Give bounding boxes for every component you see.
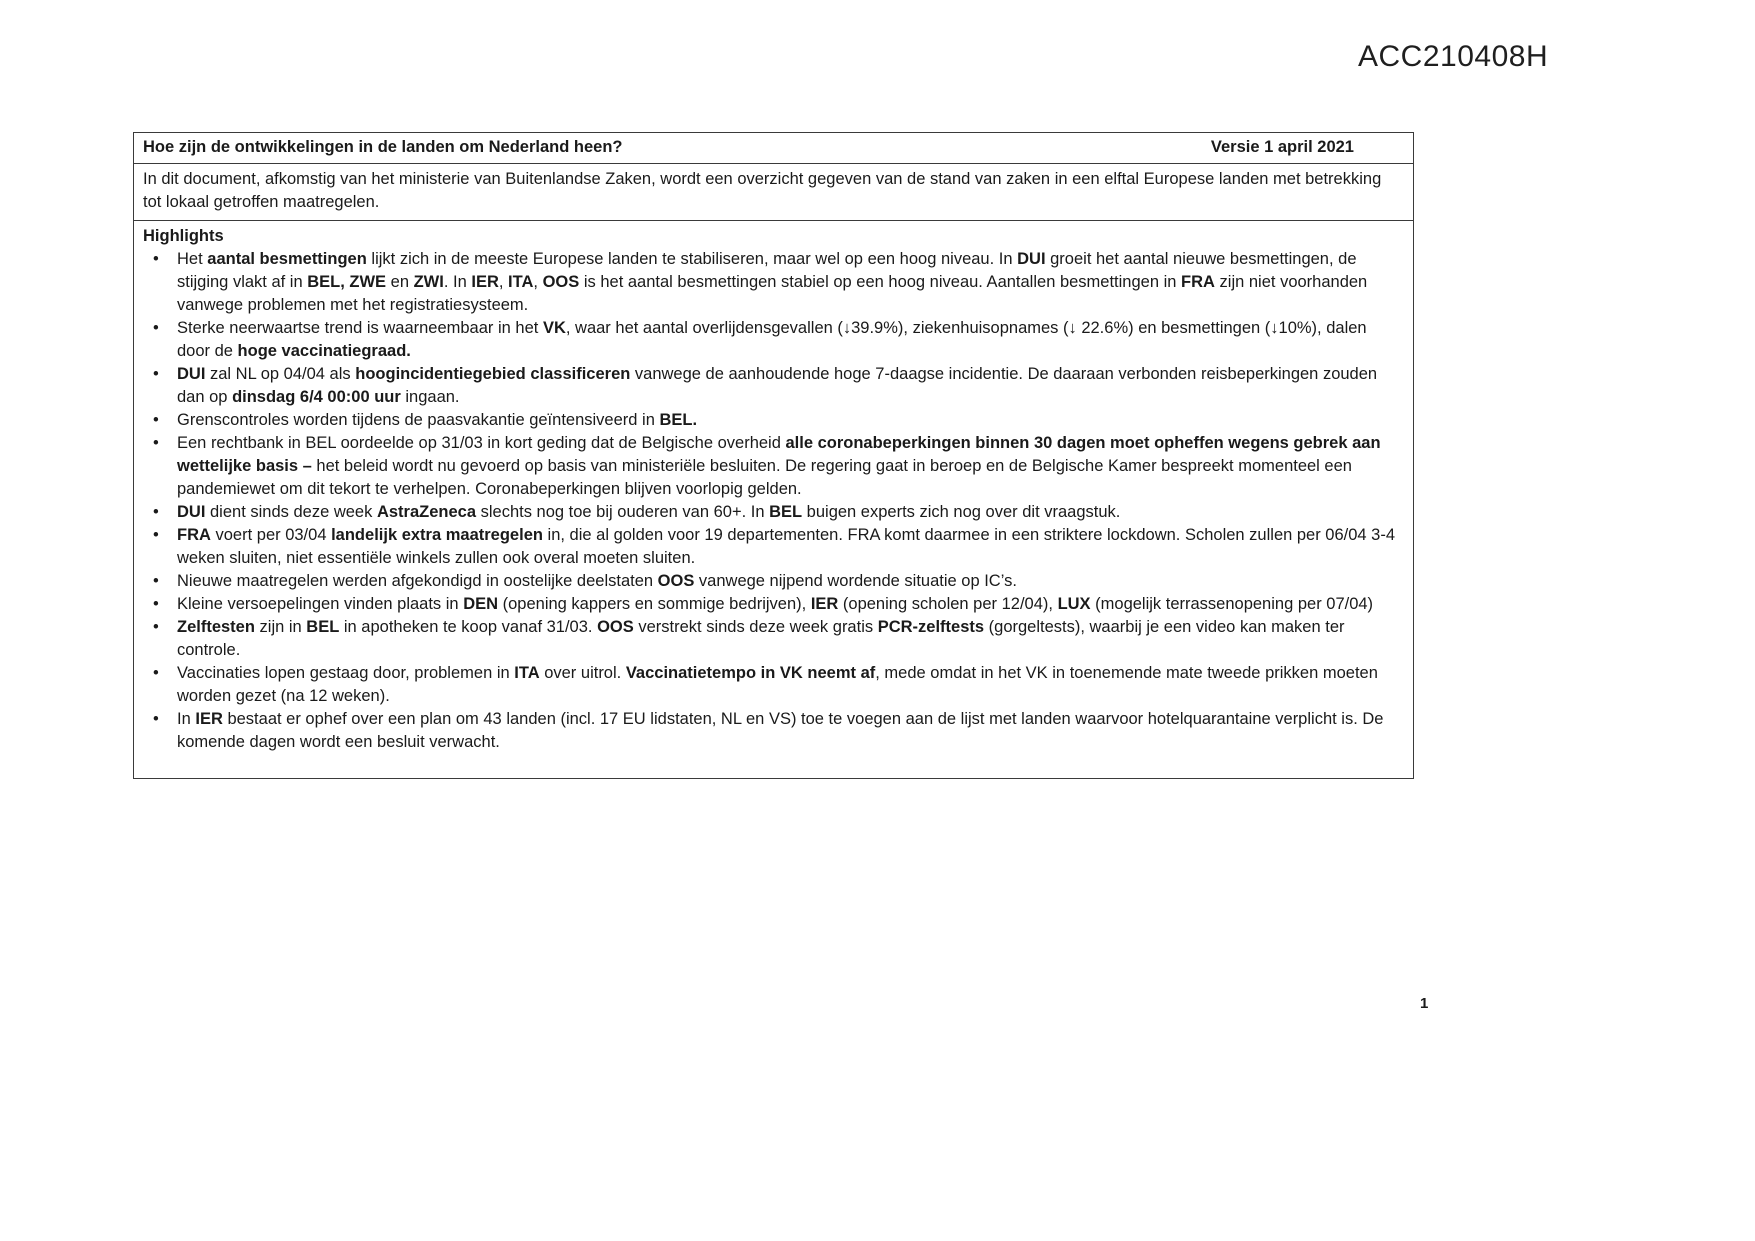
text-segment: over uitrol. [539,664,626,682]
text-segment: OOS [657,572,695,590]
text-segment: Nieuwe maatregelen werden afgekondigd in oostelijke deelstaten [177,572,658,590]
text-segment: hoge vaccinatiegraad. [237,342,411,360]
text-segment: BEL. [659,411,698,429]
text-segment: BEL, ZWE [307,273,387,291]
highlight-bullet [143,593,1404,616]
intro-text: In dit document, afkomstig van het ministerie van Buitenlandse Zaken, wordt een overzicht gegeven van de stand van zaken in een elftal Europese landen met betrekking tot lokaal getroffen maatregelen. [143,170,1382,211]
text-segment: zijn in [254,618,307,636]
text-segment: . In [443,273,472,291]
text-segment: Kleine versoepelingen vinden plaats in [177,595,464,613]
text-segment: dinsdag 6/4 00:00 uur [232,388,401,406]
down-arrow-icon: ↓ [1068,319,1077,337]
highlight-bullet [143,248,1404,317]
highlight-bullet [143,524,1404,570]
report-table [133,132,1414,779]
text-segment: BEL [769,503,803,521]
highlight-bullet [143,616,1404,662]
text-segment: IER [471,273,499,291]
text-segment: verstrekt sinds deze week gratis [633,618,878,636]
highlight-bullet [143,432,1404,501]
text-segment: 10%), dalen door de [177,319,1367,360]
highlights-heading: Highlights [143,227,224,245]
text-segment: , mede omdat in het VK in toenemende mate tweede prikken moeten worden gezet (na 12 weken). [177,664,1378,705]
text-segment: vanwege nijpend wordende situatie op IC’s. [694,572,1017,590]
page-number: 1 [1420,995,1429,1012]
text-segment: OOS [597,618,634,636]
highlight-bullet [143,501,1404,524]
text-segment: PCR-zelftests [877,618,985,636]
version-label: Versie 1 april 2021 [1210,138,1354,156]
text-segment: ingaan. [400,388,460,406]
text-segment: zijn niet voorhanden vanwege problemen met het registratiesysteem. [177,273,1368,314]
text-segment: OOS [542,273,580,291]
text-segment: (opening scholen per 12/04), [838,595,1058,613]
text-segment: voert per 03/04 [210,526,332,544]
text-segment: Vaccinatietempo in VK neemt af [625,664,876,682]
highlights-list [143,248,1404,754]
text-segment: in apotheken te koop vanaf 31/03. [339,618,598,636]
text-segment: ZWI [413,273,444,291]
text-segment: landelijk extra maatregelen [331,526,543,544]
text-segment: DUI [177,365,206,383]
text-segment: alle coronabeperkingen binnen 30 dagen moet opheffen wegens gebrek aan wettelijke basis – [177,434,1381,475]
text-segment: in, die al golden voor 19 departementen. FRA komt daarmee in een striktere lockdown. Scholen zullen per 06/04 3-4 weken sluiten, niet essentiële winkels zullen ook overal moeten sluiten. [177,526,1396,567]
text-segment: hoogincidentiegebied classificeren [355,365,631,383]
text-segment: ITA [508,273,534,291]
highlight-bullet [143,662,1404,708]
text-segment: en [386,273,414,291]
text-segment: , [498,273,509,291]
text-segment: Het [177,250,208,268]
text-segment: (gorgeltests), waarbij je een video kan maken ter controle. [177,618,1345,659]
highlights-section [134,221,1413,778]
highlight-bullet [143,570,1404,593]
text-segment: Sterke neerwaartse trend is waarneembaar in het [177,319,543,337]
text-segment: 39.9%), ziekenhuisopnames ( [851,319,1069,337]
text-segment: lijkt zich in de meeste Europese landen te stabiliseren, maar wel op een hoog niveau. In [366,250,1018,268]
text-segment: slechts nog toe bij ouderen van 60+. In [476,503,770,521]
text-segment: BEL [306,618,340,636]
text-segment: Een rechtbank in BEL oordeelde op 31/03 in kort geding dat de Belgische overheid [177,434,786,452]
text-segment: (mogelijk terrassenopening per 07/04) [1090,595,1374,613]
text-segment: DUI [177,503,206,521]
down-arrow-icon: ↓ [842,319,852,337]
text-segment: zal NL op 04/04 als [205,365,356,383]
document-code: ACC210408H [1358,40,1549,73]
highlight-bullet [143,708,1404,754]
text-segment: FRA [177,526,211,544]
highlight-bullet [143,409,1404,432]
down-arrow-icon: ↓ [1270,319,1279,337]
text-segment: DUI [1017,250,1046,268]
text-segment: IER [810,595,839,613]
highlight-bullet [143,363,1404,409]
text-segment: VK [542,319,566,337]
text-segment: dient sinds deze week [205,503,377,521]
text-segment: 22.6%) en besmettingen ( [1076,319,1271,337]
text-segment: Vaccinaties lopen gestaag door, problemen in [177,664,515,682]
text-segment: is het aantal besmettingen stabiel op een hoog niveau. Aantallen besmettingen in [579,273,1182,291]
text-segment: aantal besmettingen [207,250,367,268]
text-segment: vanwege de aanhoudende hoge 7-daagse incidentie. De daaraan verbonden reisbeperkingen zouden dan op [177,365,1378,406]
table-title: Hoe zijn de ontwikkelingen in de landen om Nederland heen? [143,138,623,156]
table-header-row [134,133,1413,164]
text-segment: AstraZeneca [376,503,477,521]
text-segment: LUX [1057,595,1091,613]
text-segment: groeit het aantal nieuwe besmettingen, de stijging vlakt af in [177,250,1357,291]
text-segment: , [533,273,543,291]
text-segment: buigen experts zich nog over dit vraagstuk. [802,503,1121,521]
text-segment: FRA [1181,273,1215,291]
highlight-bullet [143,317,1404,363]
text-segment: Zelftesten [177,618,255,636]
text-segment: het beleid wordt nu gevoerd op basis van ministeriële besluiten. De regering gaat in beroep en de Belgische Kamer bespreekt momenteel een pandemiewet om dit tekort te verhelpen. Coronabeperkingen blijven voorlopig gelden. [177,457,1352,498]
text-segment: ITA [514,664,540,682]
text-segment: , waar het aantal overlijdensgevallen ( [565,319,843,337]
text-segment: DEN [463,595,499,613]
text-segment: IER [195,710,223,728]
text-segment: bestaat er ophef over een plan om 43 landen (incl. 17 EU lidstaten, NL en VS) toe te voegen aan de lijst met landen waarvoor hotelquarantaine verplicht is. De komende dagen wordt een besluit verwacht. [177,710,1384,751]
text-segment: Grenscontroles worden tijdens de paasvakantie geïntensiveerd in [177,411,660,429]
text-segment: In [177,710,196,728]
intro-row [134,164,1413,221]
text-segment: (opening kappers en sommige bedrijven), [498,595,811,613]
